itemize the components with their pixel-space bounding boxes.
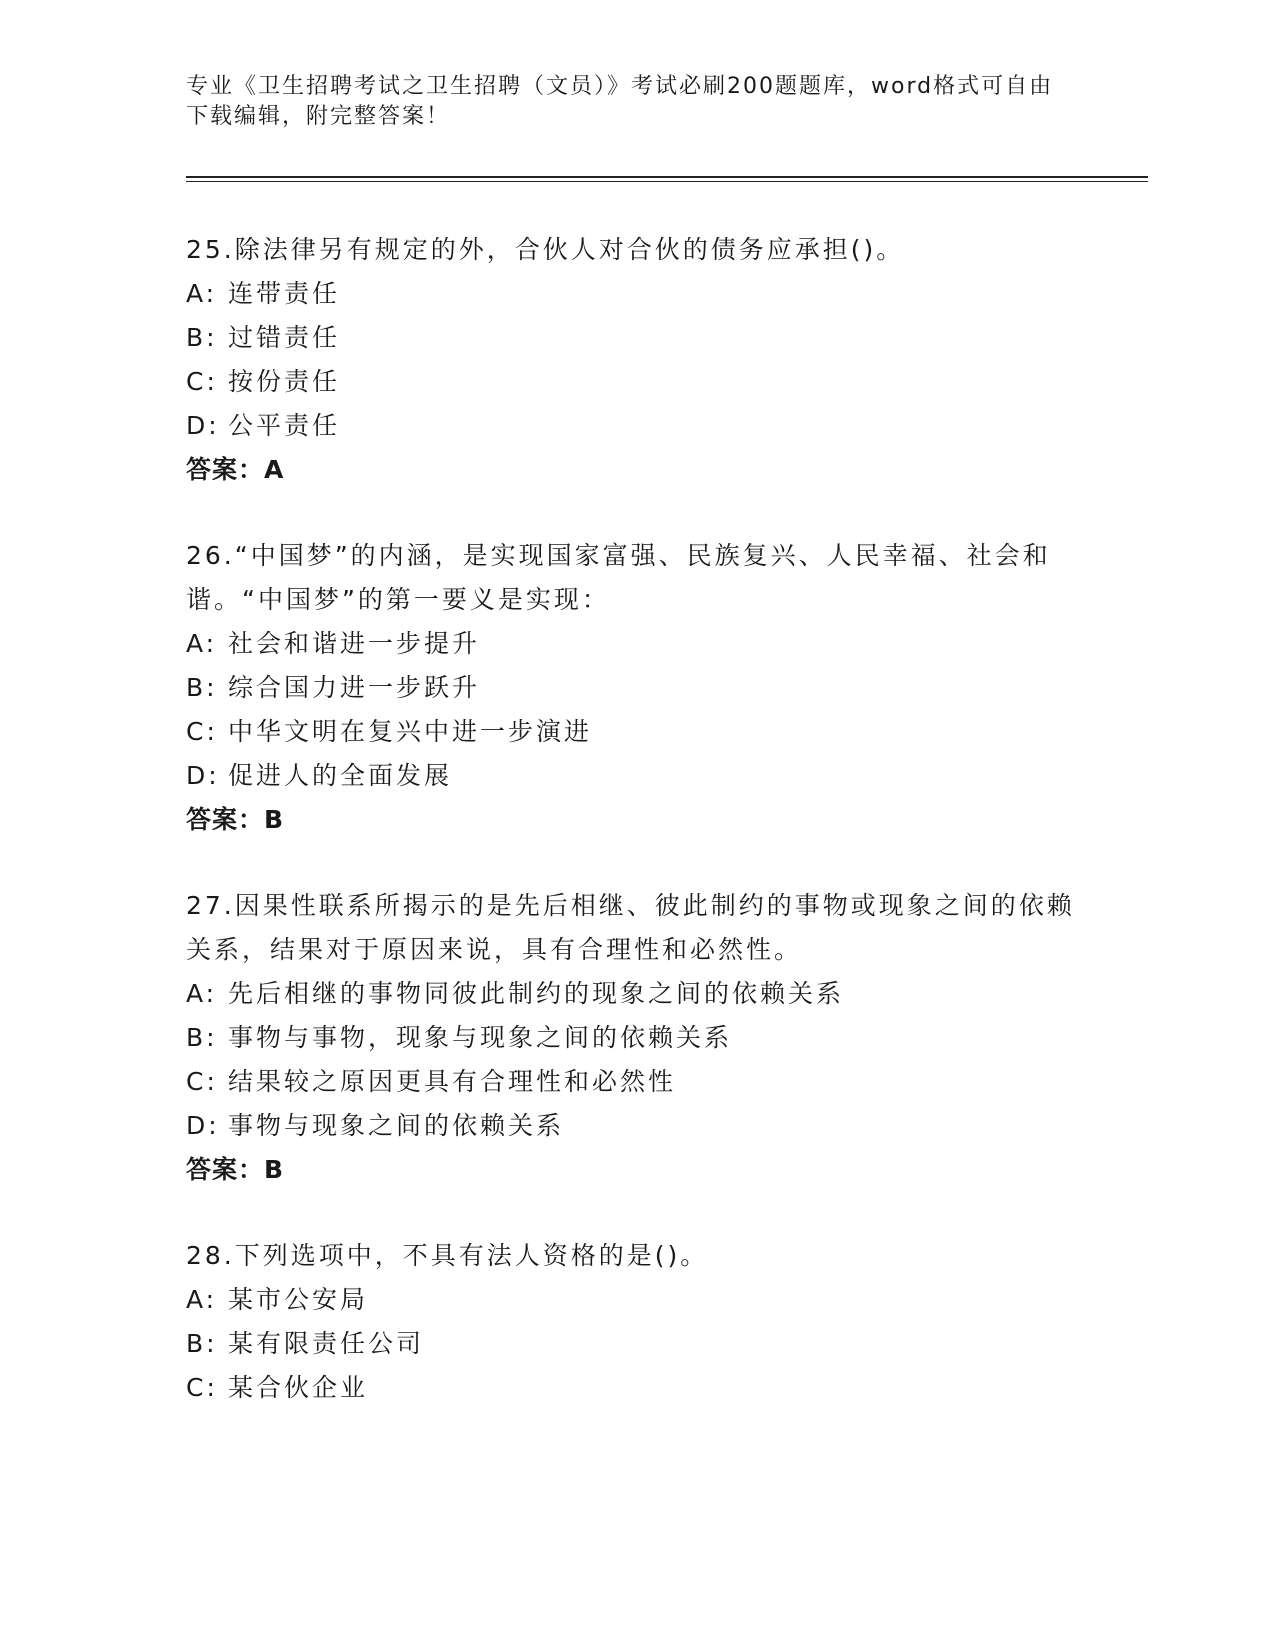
answer: 答案：B xyxy=(186,805,285,834)
option-a xyxy=(186,272,1086,316)
option-letter: B: xyxy=(186,673,218,702)
option-letter: A: xyxy=(186,979,218,1008)
option-letter: A: xyxy=(186,279,218,308)
option-c xyxy=(186,710,1086,754)
option-b xyxy=(186,666,1086,710)
option-d xyxy=(186,1104,1086,1148)
question-stem: 25.除法律另有规定的外，合伙人对合伙的债务应承担()。 xyxy=(186,235,905,264)
option-letter: C: xyxy=(186,1067,218,1096)
option-text: 公平责任 xyxy=(228,411,341,440)
option-text: 先后相继的事物同彼此制约的现象之间的依赖关系 xyxy=(228,979,845,1008)
answer: 答案：A xyxy=(186,455,285,484)
option-a xyxy=(186,972,1086,1016)
option-letter: D: xyxy=(186,1111,220,1140)
option-b xyxy=(186,316,1086,360)
option-c xyxy=(186,1060,1086,1104)
option-text: 综合国力进一步跃升 xyxy=(228,673,481,702)
option-a xyxy=(186,622,1086,666)
question-27 xyxy=(186,884,1086,1192)
question-25 xyxy=(186,228,1086,492)
question-28 xyxy=(186,1234,1086,1410)
header-divider xyxy=(186,176,1148,178)
option-c xyxy=(186,1366,1086,1410)
option-text: 按份责任 xyxy=(228,367,341,396)
option-b xyxy=(186,1322,1086,1366)
option-d xyxy=(186,404,1086,448)
option-text: 过错责任 xyxy=(228,323,341,352)
option-letter: B: xyxy=(186,1023,218,1052)
option-letter: B: xyxy=(186,323,218,352)
option-a xyxy=(186,1278,1086,1322)
option-text: 某有限责任公司 xyxy=(228,1329,425,1358)
question-stem: 26.“中国梦”的内涵，是实现国家富强、民族复兴、人民幸福、社会和谐。“中国梦”的第一要义是实现： xyxy=(186,541,1051,614)
option-text: 某市公安局 xyxy=(228,1285,369,1314)
question-stem: 27.因果性联系所揭示的是先后相继、彼此制约的事物或现象之间的依赖关系，结果对于原因来说，具有合理性和必然性。 xyxy=(186,891,1075,964)
option-letter: D: xyxy=(186,761,220,790)
option-text: 事物与现象之间的依赖关系 xyxy=(228,1111,565,1140)
option-text: 促进人的全面发展 xyxy=(228,761,453,790)
option-letter: C: xyxy=(186,717,218,746)
option-text: 事物与事物，现象与现象之间的依赖关系 xyxy=(228,1023,733,1052)
option-letter: C: xyxy=(186,367,218,396)
option-letter: D: xyxy=(186,411,220,440)
header-divider-thin xyxy=(186,181,1148,182)
option-letter: C: xyxy=(186,1373,218,1402)
option-text: 中华文明在复兴中进一步演进 xyxy=(228,717,593,746)
question-stem: 28.下列选项中，不具有法人资格的是()。 xyxy=(186,1241,709,1270)
option-b xyxy=(186,1016,1086,1060)
option-text: 连带责任 xyxy=(228,279,341,308)
option-c xyxy=(186,360,1086,404)
question-26 xyxy=(186,534,1086,842)
document-header: 专业《卫生招聘考试之卫生招聘（文员）》考试必刷200题题库，word格式可自由下载编辑，附完整答案！ xyxy=(186,74,1054,129)
option-letter: B: xyxy=(186,1329,218,1358)
option-letter: A: xyxy=(186,1285,218,1314)
option-letter: A: xyxy=(186,629,218,658)
option-text: 社会和谐进一步提升 xyxy=(228,629,481,658)
option-text: 某合伙企业 xyxy=(228,1373,369,1402)
option-text: 结果较之原因更具有合理性和必然性 xyxy=(228,1067,677,1096)
option-d xyxy=(186,754,1086,798)
answer: 答案：B xyxy=(186,1155,285,1184)
